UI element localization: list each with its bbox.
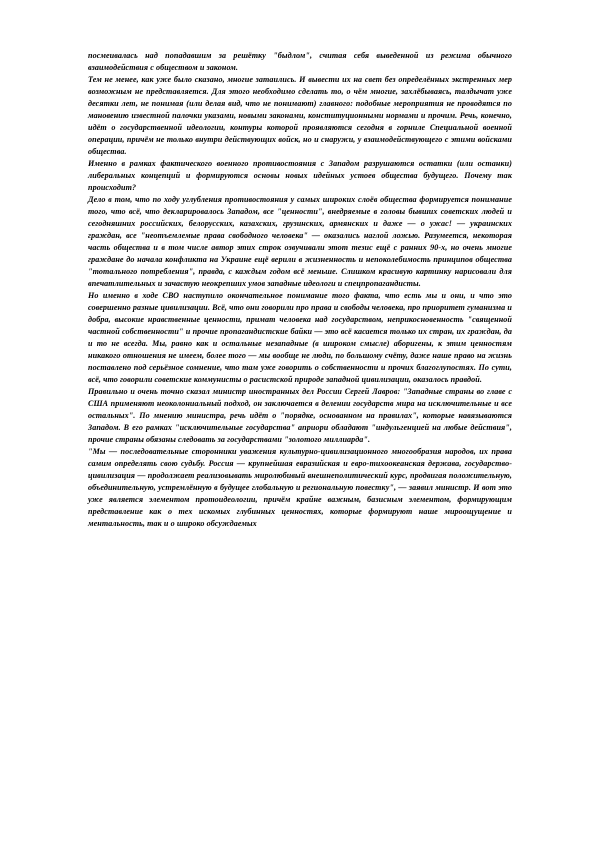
paragraph: "Мы — последовательные сторонники уважения культурно-цивилизационного многообразия народов, их права самим определять свою судьбу. Россия — крупнейшая евразийская и евро-тихоокеанская держава, государство-цивилизация — продолжает реализовывать миролюбивый внешнеполитический курс, продвигая положительную, объединительную, устремлённую в будущее глобальную и региональную повестку", — заявил министр. И вот это уже является элементом протоидеологии, причём крайне важным, базисным элементом, формирующим представление как о тех искомых глубинных ценностях, которые формируют наше мироощущение и ментальность, так и о широко обсуждаемых	[88, 447, 512, 528]
document-text-body	[88, 50, 512, 530]
paragraph: Тем не менее, как уже было сказано, многие затаились. И вывести их на свет без определённых экстренных мер возможным не представляется. Для этого необходимо сделать то, о чём многие, захлёбываясь, талдычат уже десятки лет, не понимая (или делая вид, что не понимают) главного: подобные мероприятия не проводятся по мановению известной палочки указами, новыми законами, конституционными нормами и прочим. Речь, конечно, идёт о государственной идеологии, контуры которой проявляются сегодня в горниле Специальной военной операции, причём не только внутри действующих войск, но и снаружи, у взаимодействующего с этими войсками общества.	[88, 75, 512, 156]
paragraph: Правильно и очень точно сказал министр иностранных дел России Сергей Лавров: "Западные страны во главе с США применяют неоколониальный подход, он заключается в делении государств мира на исключительные и все остальных". По мнению министра, речь идёт о "порядке, основанном на правилах", которые навязываются Западом. В его рамках "исключительные государства" априори обладают "индульгенцией на любые действия", прочие страны обязаны следовать за государствами "золотого миллиарда".	[88, 387, 512, 444]
paragraph: посмеивалась над попадавшим за решётку "быдлом", считая себя выведенной из режима обычного взаимодействия с обществом и законом.	[88, 51, 512, 72]
paragraph: Дело в том, что по ходу углубления противостояния у самых широких слоёв общества формируется понимание того, что всё, что декларировалось Западом, все "ценности", внедряемые в головы бывших советских людей и сегодняшних российских, белорусских, казахских, грузинских, армянских и даже — о ужас! — украинских граждан, все "неотъемлемые права свободного человека" — оказались наглой ложью. Разумеется, некоторая часть общества и в том числе автор этих строк озвучивали этот тезис ещё с ранних 90-х, но очень многие граждане до начала конфликта на Украине ещё верили в жизненность и непоколебимость принципов общества "тотального потребления", правда, с каждым годом всё меньше. Слишком красивую картинку нарисовали для впечатлительных и зачастую неокрепших умов западные идеологи и спецпропагандисты.	[88, 195, 512, 288]
paragraph: Но именно в ходе СВО наступило окончательное понимание того факта, что есть мы и они, и что это совершенно разные цивилизации. Всё, что они говорили про права и свободы человека, про приоритет гуманизма и добра, высокие нравственные ценности, примат человека над государством, неприкосновенность "священной частной собственности" и прочие пропагандистские байки — это всё касается только их стран, их граждан, да и то не всегда. Мы, равно как и остальные незападные (в широком смысле) аборигены, к этим ценностям никакого отношения не имеем, более того — мы вообще не люди, по большому счёту, даже наше право на жизнь поставлено под серьёзное сомнение, что там уже говорить о собственности и прочих благоглупостях. По сути, всё, что говорили советские коммунисты о расистской природе западной цивилизации, оказалось правдой.	[88, 291, 512, 384]
paragraph: Именно в рамках фактического военного противостояния с Западом разрушаются остатки (или останки) либеральных концепций и формируются основы новых идейных устоев общества будущего. Почему так происходит?	[88, 159, 512, 192]
